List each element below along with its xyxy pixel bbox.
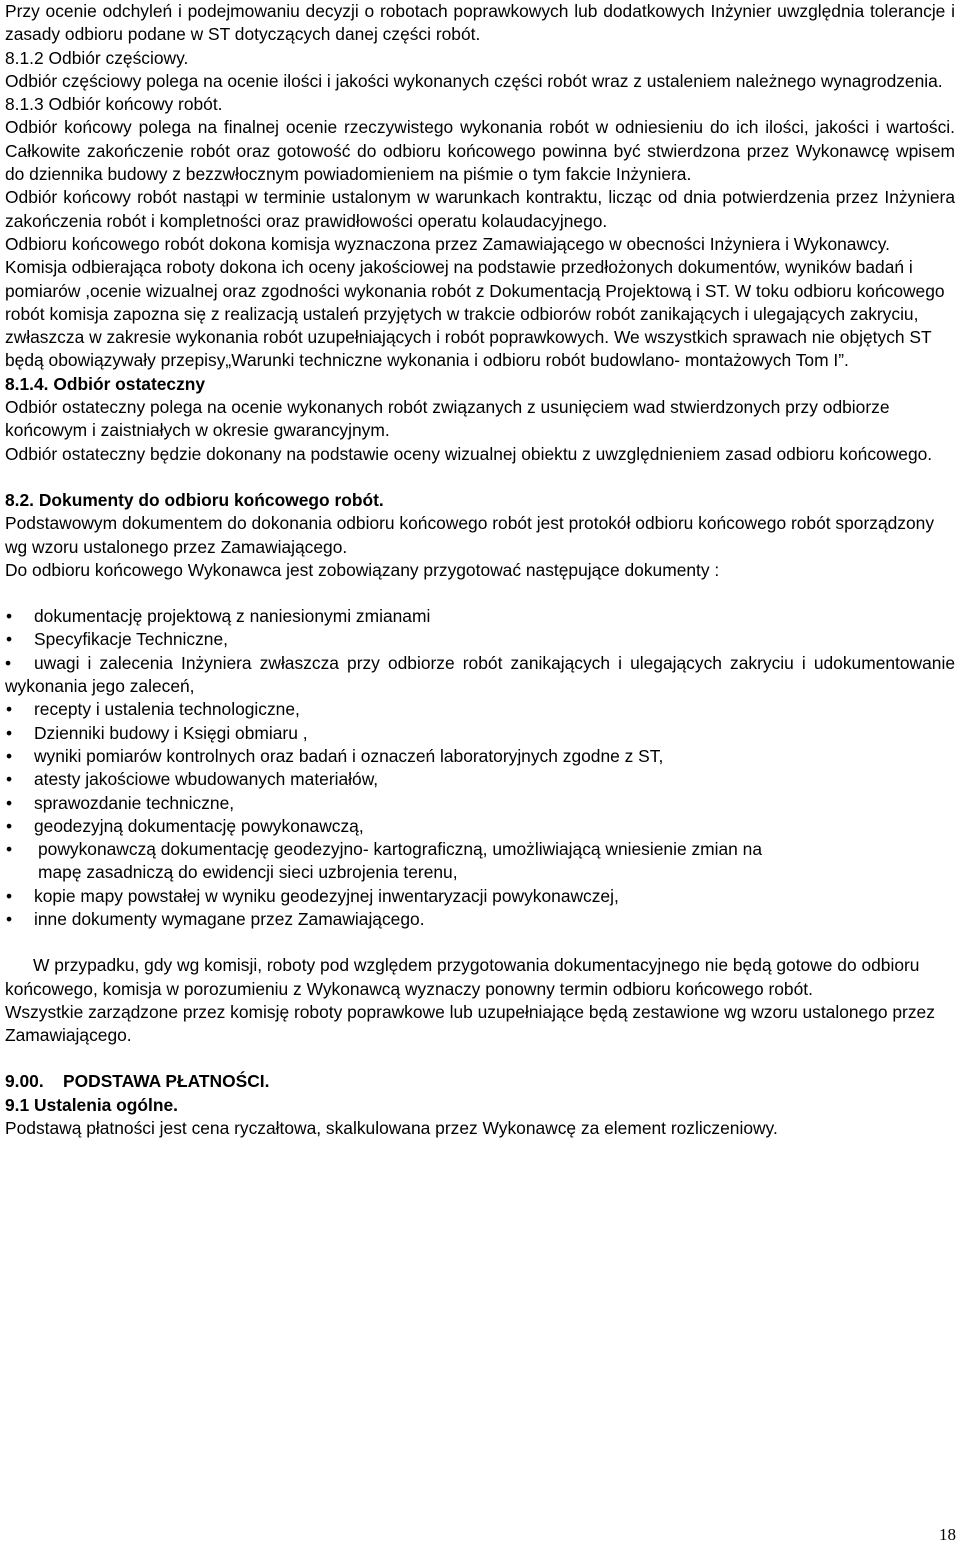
- heading-82: 8.2. Dokumenty do odbioru końcowego robót.: [5, 489, 384, 510]
- paragraph-tolerances: Przy ocenie odchyleń i podejmowaniu decyzji o robotach poprawkowych lub dodatkowych Inżynier uwzględnia tolerancje i zasady odbioru podane w ST dotyczących danej części robót.: [5, 1, 955, 45]
- paragraph-payment-basis: Podstawą płatności jest cena ryczałtowa, skalkulowana przez Wykonawcę za element rozliczeniowy.: [5, 1118, 778, 1139]
- bullet-icon: •: [5, 792, 13, 813]
- heading-814-number: 8.1.4.: [5, 373, 49, 394]
- document-page: [5, 0, 955, 1140]
- paragraph-partial-acceptance: Odbiór częściowy polega na ocenie ilości i jakości wykonanych części robót wraz z ustaleniem należnego wynagrodzenia.: [5, 70, 943, 91]
- bullet-icon: •: [5, 745, 13, 766]
- list-item: • dokumentację projektową z naniesionymi zmianami: [5, 605, 955, 628]
- spacer: [5, 931, 955, 954]
- paragraph-ultimate-1: Odbiór ostateczny polega na ocenie wykonanych robót związanych z usunięciem wad stwierdzonych przy odbiorze końcowym i zaistniałych w okresie gwarancyjnym.: [5, 397, 890, 441]
- list-item: • sprawozdanie techniczne,: [5, 792, 955, 815]
- heading-9: [5, 1070, 955, 1093]
- bullet-icon: •: [5, 652, 12, 673]
- heading-813: 8.1.3 Odbiór końcowy robót.: [5, 94, 223, 115]
- bullet-icon: •: [5, 606, 13, 627]
- list-item: • Specyfikacje Techniczne,: [5, 628, 955, 651]
- bullet-icon: •: [5, 629, 13, 650]
- heading-814: [5, 373, 955, 396]
- bullet-icon: •: [5, 885, 13, 906]
- paragraph-documents-intro: Do odbioru końcowego Wykonawca jest zobowiązany przygotować następujące dokumenty :: [5, 559, 720, 580]
- heading-9-title: PODSTAWA PŁATNOŚCI.: [63, 1071, 270, 1092]
- list-item: • inne dokumenty wymagane przez Zamawiającego.: [5, 908, 955, 931]
- paragraph-final-acceptance: Odbiór końcowy polega na finalnej ocenie rzeczywistego wykonania robót w odniesieniu do ich ilości, jakości i wartości. Całkowite zakończenie robót oraz gotowość do odbioru końcowego powinna być stwierdzona przez Wykonawcę wpisem do dziennika budowy z bezzwłocznym powiadomieniem na piśmie o tym fakcie Inżyniera.: [5, 117, 955, 185]
- paragraph-final-term: Odbiór końcowy robót nastąpi w terminie ustalonym w warunkach kontraktu, licząc od dnia potwierdzenia przez Inżyniera zakończenia robót i kompletności oraz prawidłowości operatu kolaudacyjnego.: [5, 187, 955, 231]
- paragraph-corrective-works: Wszystkie zarządzone przez komisję roboty poprawkowe lub uzupełniające będą zestawione wg wzoru ustalonego przez Zamawiającego.: [5, 1001, 935, 1046]
- spacer: [5, 582, 955, 605]
- list-item: • powykonawczą dokumentację geodezyjno- kartograficzną, umożliwiającą wniesienie zmian na mapę zasadniczą do ewidencji sieci uzbrojenia terenu,: [5, 839, 763, 883]
- bullet-icon: •: [5, 908, 13, 929]
- heading-9-number: 9.00.: [5, 1071, 44, 1092]
- bullet-icon: •: [5, 699, 13, 720]
- paragraph-commission: Odbioru końcowego robót dokona komisja wyznaczona przez Zamawiającego w obecności Inżyniera i Wykonawcy. Komisja odbierająca roboty dokona ich oceny jakościowej na podstawie przedłożonych dokumentów, wyników badań i pomiarów ,ocenie wizualnej oraz zgodności wykonania robót z Dokumentacją Projektową i ST. W toku odbioru końcowego robót komisja zapozna się z realizacją ustaleń przyjętych w trakcie odbiorów robót zanikających i ulegających zakryciu, zwłaszcza w zakresie wykonania robót uzupełniających i robót poprawkowych. We wszystkich sprawach nie objętych ST będą obowiązywały przepisy„Warunki techniczne wykonania i odbioru robót budowlano- montażowych Tom I”.: [5, 233, 945, 371]
- spacer: [5, 1047, 955, 1070]
- bullet-icon: •: [5, 839, 13, 860]
- list-item: • wyniki pomiarów kontrolnych oraz badań i oznaczeń laboratoryjnych zgodne z ST,: [5, 745, 955, 768]
- list-item: • kopie mapy powstałej w wyniku geodezyjnej inwentaryzacji powykonawczej,: [5, 885, 955, 908]
- spacer: [5, 466, 955, 489]
- documents-list: [5, 605, 955, 931]
- paragraph-protocol: Podstawowym dokumentem do dokonania odbioru końcowego robót jest protokół odbioru końcowego robót sporządzony wg wzoru ustalonego przez Zamawiającego.: [5, 513, 935, 557]
- list-item: • geodezyjną dokumentację powykonawczą,: [5, 815, 955, 838]
- list-item: • uwagi i zalecenia Inżyniera zwłaszcza przy odbiorze robót zanikających i ulegających zakryciu i udokumentowanie wykonania jego zaleceń,: [5, 652, 955, 697]
- heading-91: 9.1 Ustalenia ogólne.: [5, 1094, 178, 1115]
- heading-812: 8.1.2 Odbiór częściowy.: [5, 47, 189, 68]
- list-item: • recepty i ustalenia technologiczne,: [5, 698, 955, 721]
- paragraph-ultimate-2: Odbiór ostateczny będzie dokonany na podstawie oceny wizualnej obiektu z uwzględnieniem zasad odbioru końcowego.: [5, 443, 933, 464]
- bullet-icon: •: [5, 769, 13, 790]
- page-number: 18: [939, 1525, 956, 1544]
- bullet-icon: •: [5, 722, 13, 743]
- heading-814-title: Odbiór ostateczny: [53, 373, 206, 394]
- paragraph-not-ready: W przypadku, gdy wg komisji, roboty pod względem przygotowania dokumentacyjnego nie będą gotowe do odbioru końcowego, komisja w porozumieniu z Wykonawcą wyznaczy ponowny termin odbioru końcowego robót.: [5, 955, 920, 999]
- bullet-icon: •: [5, 815, 13, 836]
- list-item: • atesty jakościowe wbudowanych materiałów,: [5, 768, 955, 791]
- list-item: • Dzienniki budowy i Księgi obmiaru ,: [5, 722, 955, 745]
